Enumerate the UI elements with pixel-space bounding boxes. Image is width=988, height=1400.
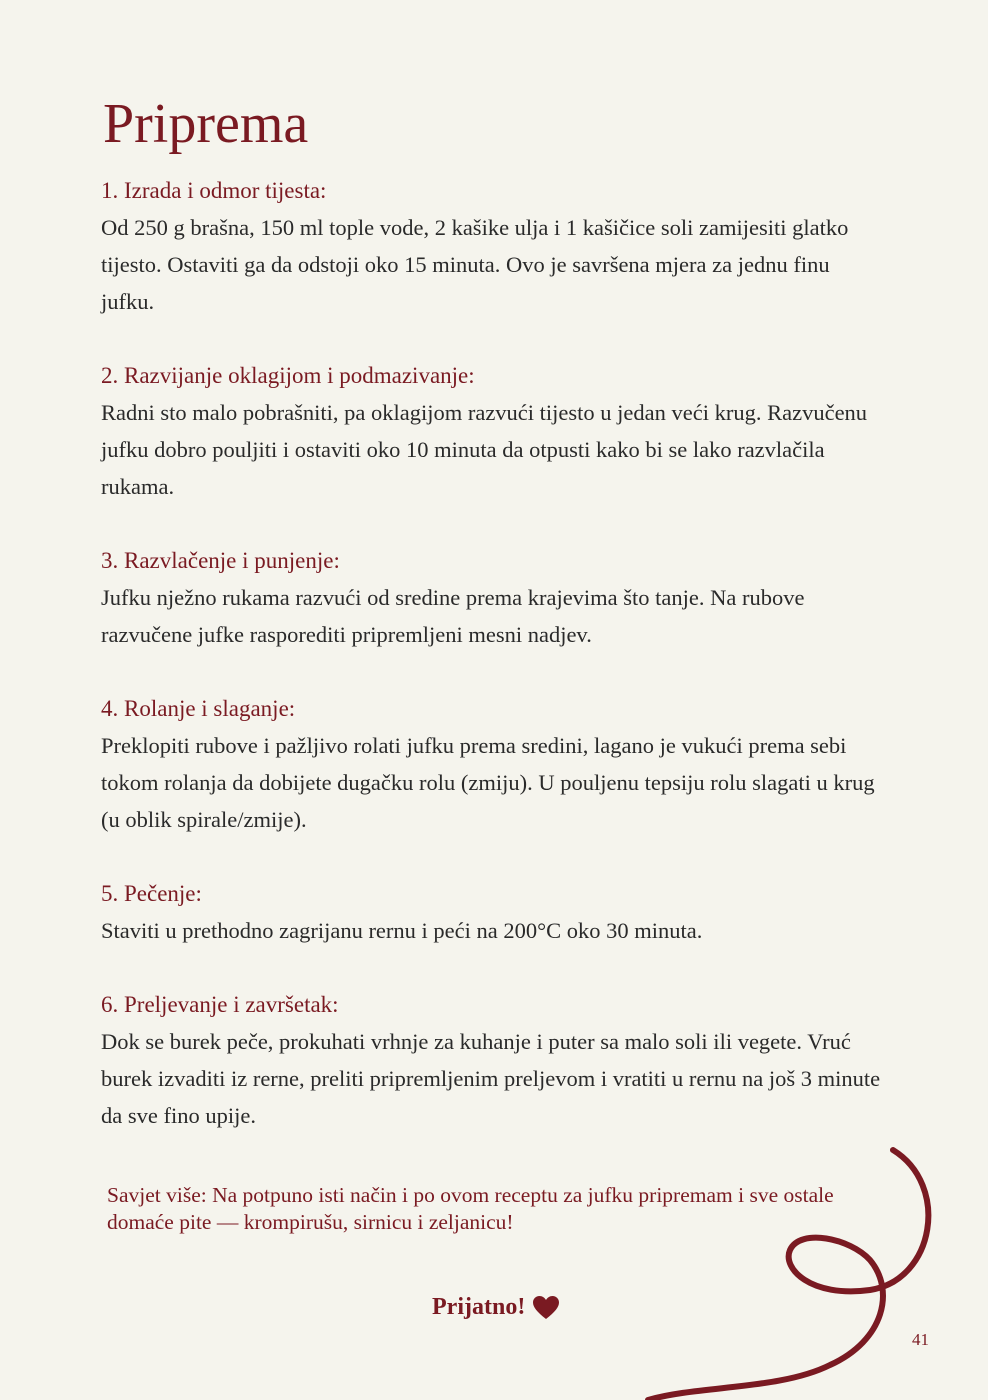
step-3 [101,542,881,653]
step-4 [101,690,881,838]
step-5 [101,875,881,949]
step-heading: 1. Izrada i odmor tijesta: [101,178,327,203]
step-body: Staviti u prethodno zagrijanu rernu i peći na 200°C oko 30 minuta. [101,918,703,943]
step-body: Od 250 g brašna, 150 ml tople vode, 2 kašike ulja i 1 kašičice soli zamijesiti glatko tijesto. Ostaviti ga da odstoji oko 15 minuta. Ovo je savršena mjera za jednu finu jufku. [101,215,849,314]
step-heading: 6. Preljevanje i završetak: [101,992,339,1017]
step-6 [101,986,881,1134]
signoff-text: Prijatno! [432,1294,526,1320]
page-title: Priprema [103,93,309,155]
page-number: 41 [912,1330,929,1349]
tip-text: Savjet više: Na potpuno isti način i po ovom receptu za jufku pripremam i sve ostale domaće pite — krompirušu, sirnicu i zeljanicu! [107,1183,834,1234]
step-body: Radni sto malo pobrašniti, pa oklagijom razvući tijesto u jedan veći krug. Razvučenu jufku dobro pouljiti i ostaviti oko 10 minuta da otpusti kako bi se lako razvlačila rukama. [101,400,868,499]
step-heading: 2. Razvijanje oklagijom i podmazivanje: [101,363,475,388]
signoff [432,1294,559,1321]
step-2 [101,357,881,505]
step-heading: 5. Pečenje: [101,881,202,906]
steps-list [101,172,881,1171]
step-body: Dok se burek peče, prokuhati vrhnje za kuhanje i puter sa malo soli ili vegete. Vruć burek izvaditi iz rerne, preliti pripremljenim preljevom i vratiti u rernu na još 3 minute da sve fino upije. [101,1029,881,1128]
step-body: Jufku nježno rukama razvući od sredine prema krajevima što tanje. Na rubove razvučene jufke rasporediti pripremljeni mesni nadjev. [101,585,805,647]
step-heading: 3. Razvlačenje i punjenje: [101,548,340,573]
step-1 [101,172,881,320]
heart-icon [533,1296,559,1320]
step-body: Preklopiti rubove i pažljivo rolati jufku prema sredini, lagano je vukući prema sebi tokom rolanja da dobijete dugačku rolu (zmiju). U pouljenu tepsiju rolu slagati u krug (u oblik spirale/zmije). [101,733,875,832]
step-heading: 4. Rolanje i slaganje: [101,696,296,721]
